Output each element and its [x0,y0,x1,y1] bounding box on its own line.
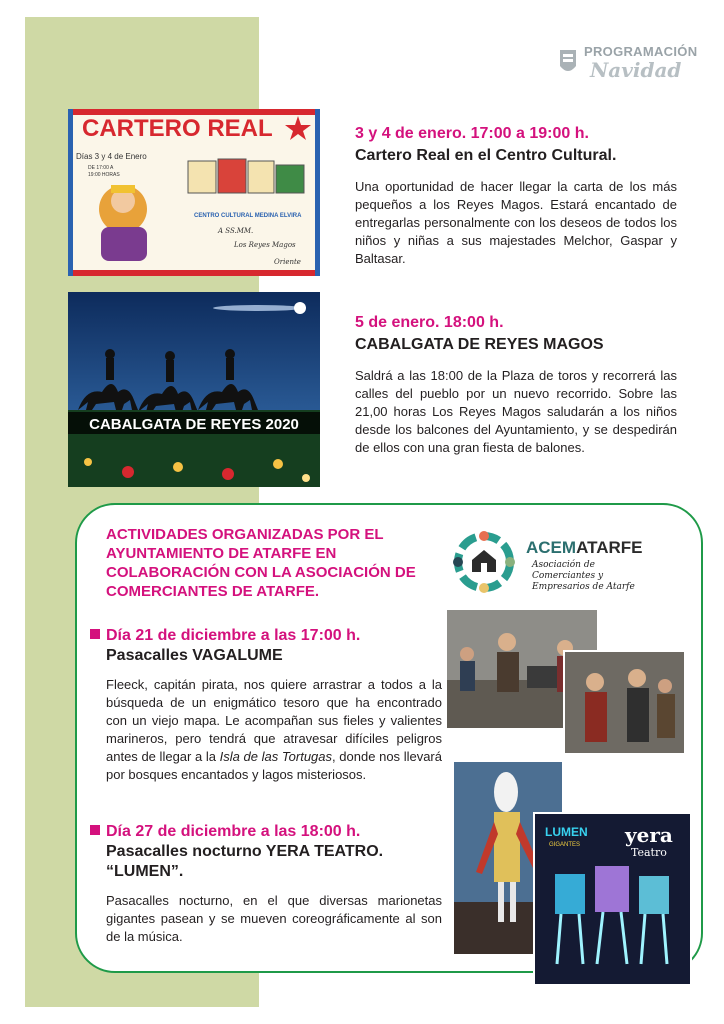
acem-ring-icon [452,530,516,594]
event-cartero-real [355,124,677,268]
acem-atarfe-logo [452,530,652,594]
lumen-company-2: Teatro [631,846,667,859]
event-title: Cartero Real en el Centro Cultural. [355,147,617,164]
activities-heading: ACTIVIDADES ORGANIZADAS POR EL AYUNTAMIENTO DE ATARFE EN COLABORACIÓN CON LA ASOCIACIÓN DE COMERCIANTES DE ATARFE. [106,526,416,600]
event-cabalgata [355,313,677,457]
cartero-to-2: Los Reyes Magos [234,241,296,249]
acem-name-a: ACEM [526,538,577,557]
event-description: Una oportunidad de hacer llegar la carta de los más pequeños a los Reyes Magos. Estará encantado de entregarlas personalmente con los deseos de todos los niños y niñas a sus majestades Melchor, Gaspar y Baltasar. [355,179,677,266]
cabalgata-poster [68,292,320,487]
acem-subtitle: Asociación de Comerciantes y Empresarios de Atarfe [532,560,635,592]
lumen-sub: GIGANTES [549,842,581,848]
cartero-hours-2: 19:00 HORAS [88,172,120,178]
cartero-to-3: Oriente [274,258,301,266]
acem-name-b: ATARFE [576,538,643,557]
bullet-icon [90,629,100,639]
cartero-to-1: A SS.MM. [218,227,254,235]
activity-date-text: Día 27 de diciembre a las 18:00 h. [106,823,361,840]
activity-desc-after: , donde nos llevará por bosques encantados y lagos misteriosos. [106,749,442,782]
cabalgata-caption: CABALGATA DE REYES 2020 [89,416,299,433]
event-title: CABALGATA DE REYES MAGOS [355,336,604,353]
cartero-title: CARTERO REAL [82,115,273,142]
event-description: Saldrá a las 18:00 de la Plaza de toros y recorrerá las calles del pueblo por un nuevo recorrido. Sobre las 21,00 horas Los Reyes Magos saludarán a los niños desde los balcones del Ayuntamiento, y se despedirán de ellos con una gran fiesta de balones. [355,368,677,455]
activity-description: Pasacalles nocturno, en el que diversas marionetas gigantes pasean y se mueven coreográficamente al son de la música. [106,893,442,944]
pirates-photo-2 [563,650,686,755]
activity-date-text: Día 21 de diciembre a las 17:00 h. [106,627,361,644]
programacion-navidad-logo [558,42,698,82]
brand-top-text: PROGRAMACIÓN [584,44,698,59]
brand-bottom-text: Navidad [590,58,682,82]
activity-date [90,822,442,842]
king-illustration [99,185,147,261]
acem-name [526,538,642,558]
event-date: 5 de enero. 18:00 h. [355,314,504,331]
activity-title: Pasacalles nocturno YERA TEATRO. “LUMEN”. [106,843,384,880]
activity-title: Pasacalles VAGALUME [106,647,283,664]
activity-desc-italic: Isla de las Tortugas [219,749,333,764]
activity-date [90,626,442,646]
activity-vagalume [90,626,442,784]
activity-desc-before: Fleeck, capitán pirata, nos quiere arrastrar a todos a la búsqueda de un enigmático tesoro que ha encontrado con un viejo mapa. Le acompañan sus fieles y valientes marineros, pero tendrá que atravesar difíciles peligros antes de llegar a la [106,677,442,764]
activity-yera-teatro [90,822,442,946]
cartero-hours-1: DE 17:00 A [88,165,114,171]
event-date: 3 y 4 de enero. 17:00 a 19:00 h. [355,125,589,142]
lumen-poster [533,812,692,986]
town-crest-icon [558,46,578,76]
bullet-icon [90,825,100,835]
activity-description [106,676,442,784]
lumen-brand: LUMEN [545,825,588,839]
cartero-dates: Días 3 y 4 de Enero [76,152,147,161]
cartero-real-poster [68,109,320,276]
cartero-venue: CENTRO CULTURAL MEDINA ELVIRA [194,213,302,219]
lumen-company-1: yera [625,823,673,847]
